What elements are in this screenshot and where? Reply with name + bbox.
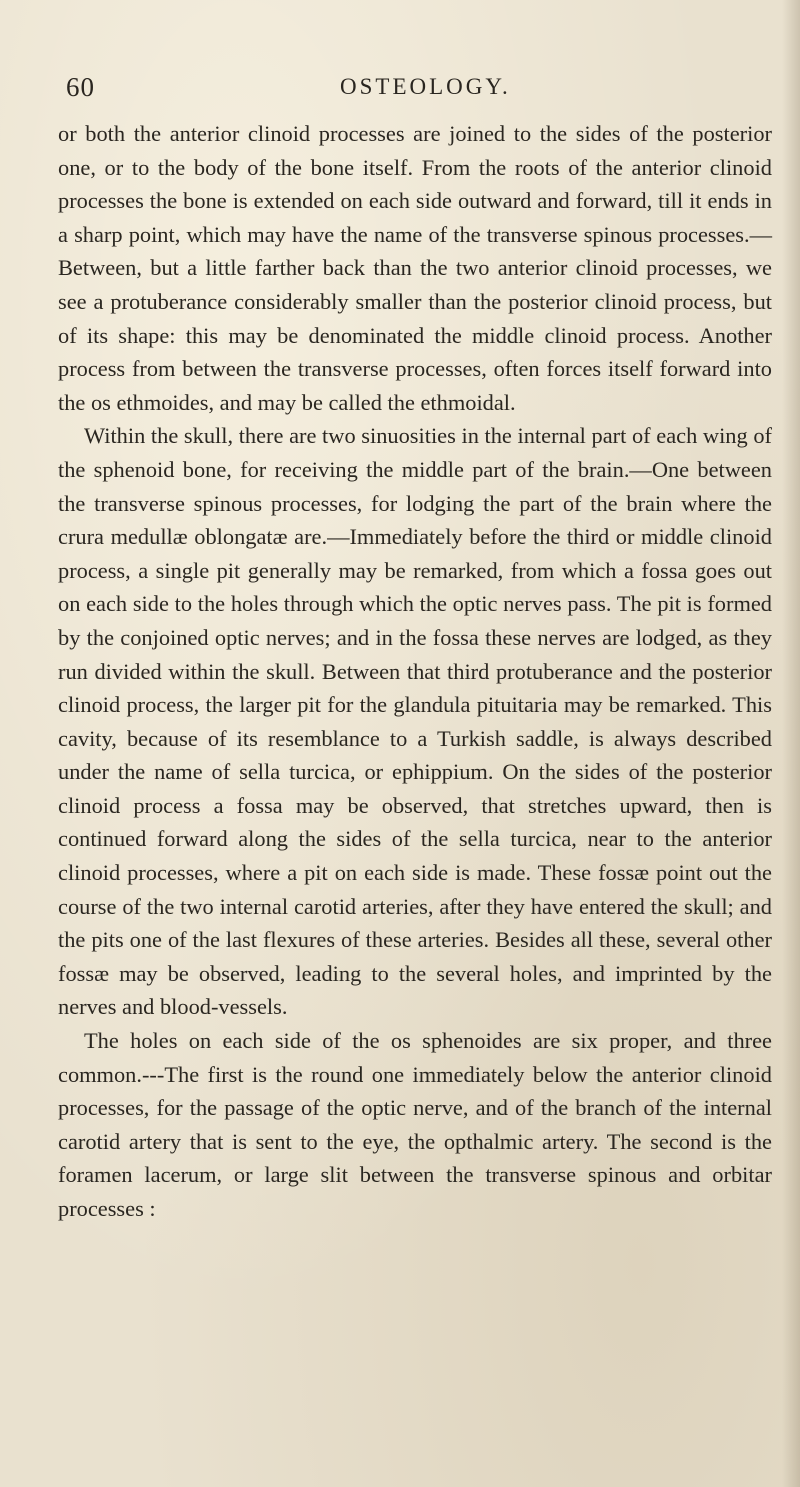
page-edge-shadow <box>782 0 800 1487</box>
paragraph-1: or both the anterior clinoid processes are joined to the sides of the posterior one, or to the body of the bone itself. From the roots of the anterior clinoid processes the bone is extended on each side outward and forward, till it ends in a sharp point, which may have the name of the transverse spinous processes.—Between, but a little farther back than the two anterior clinoid processes, we see a protuberance considerably smaller than the posterior clinoid process, but of its shape: this may be denominated the middle clinoid process. Another process from between the transverse processes, often forces itself forward into the os ethmoides, and may be called the ethmoidal. <box>58 121 772 415</box>
paragraph-3: The holes on each side of the os sphenoides are six proper, and three common.---The first is the round one immediately below the anterior clinoid processes, for the passage of the optic nerve, and of the branch of the internal carotid artery that is sent to the eye, the opthalmic artery. The second is the foramen lacerum, or large slit between the transverse spinous and orbitar processes : <box>58 1028 772 1221</box>
body-text <box>58 117 772 1226</box>
page-number: 60 <box>66 72 95 102</box>
page-header <box>66 72 766 112</box>
paragraph-2: Within the skull, there are two sinuosities in the internal part of each wing of the sphenoid bone, for receiving the middle part of the brain.—One between the transverse spinous processes, for lodging the part of the brain where the crura medullæ oblongatæ are.—Immediately before the third or middle clinoid process, a single pit generally may be remarked, from which a fossa goes out on each side to the holes through which the optic nerves pass. The pit is formed by the conjoined optic nerves; and in the fossa these nerves are lodged, as they run divided within the skull. Between that third protuberance and the posterior clinoid process, the larger pit for the glandula pituitaria may be remarked. This cavity, because of its resemblance to a Turkish saddle, is always described under the name of sella turcica, or ephippium. On the sides of the posterior clinoid process a fossa may be observed, that stretches upward, then is continued forward along the sides of the sella turcica, near to the anterior clinoid processes, where a pit on each side is made. These fossæ point out the course of the two internal carotid arteries, after they have entered the skull; and the pits one of the last flexures of these arteries. Besides all these, several other fossæ may be observed, leading to the several holes, and imprinted by the nerves and blood-vessels. <box>58 423 772 1020</box>
running-head: OSTEOLOGY. <box>340 74 511 99</box>
